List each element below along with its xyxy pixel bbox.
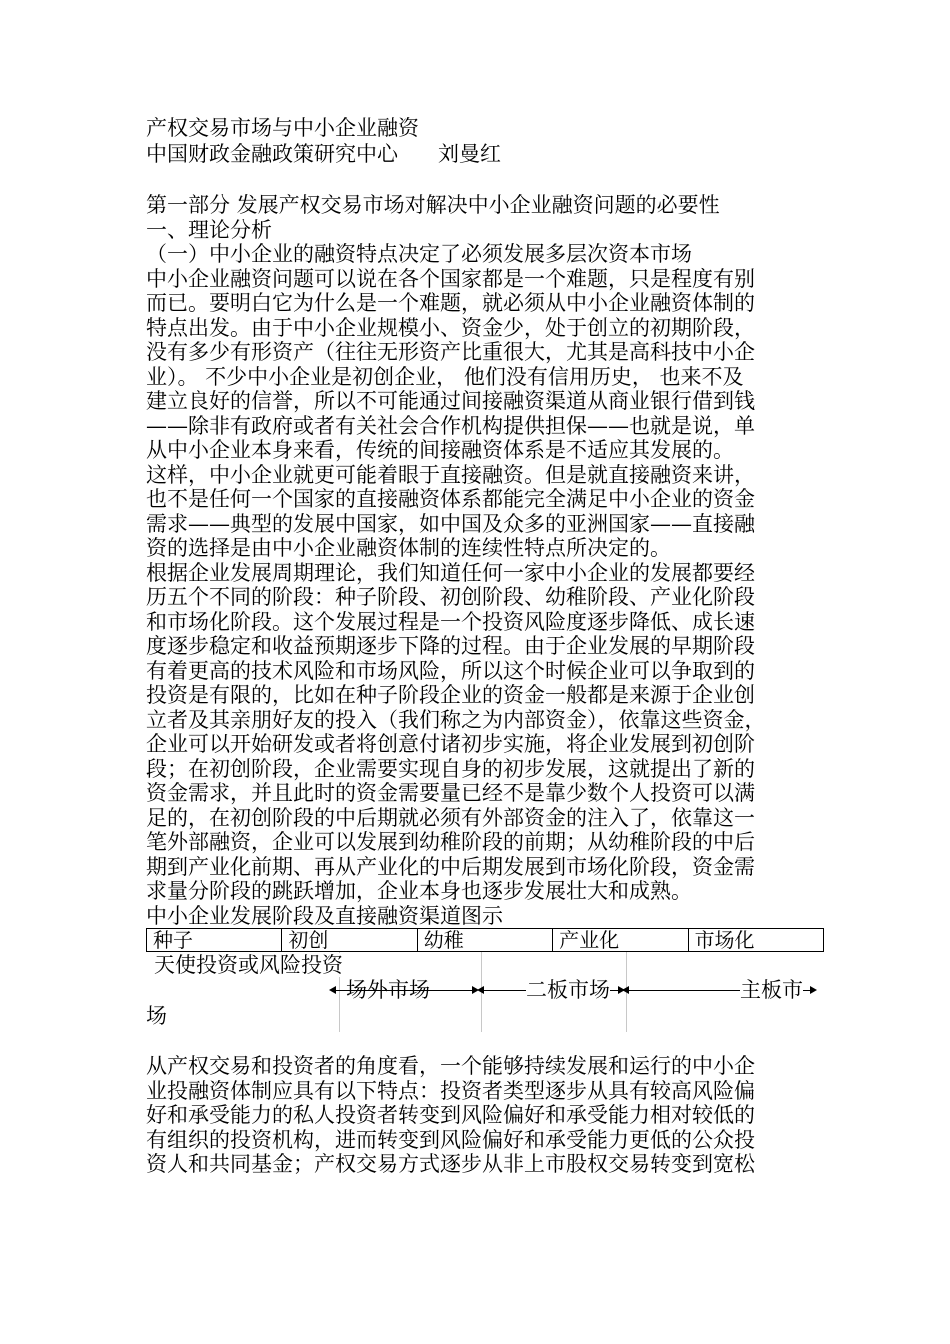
text-line: 而已。要明白它为什么是一个难题，就必须从中小企业融资体制的 (146, 291, 755, 315)
text-line: 笔外部融资，企业可以发展到幼稚阶段的前期；从幼稚阶段的中后 (146, 830, 755, 854)
stage-table (146, 928, 824, 952)
text-line: 这样，中小企业就更可能着眼于直接融资。但是就直接融资来讲， (146, 462, 755, 487)
text-line: 历五个不同的阶段：种子阶段、初创阶段、幼稚阶段、产业化阶段 (146, 585, 755, 609)
text-line: 资金需求，并且此时的资金需要量已经不是靠少数个人投资可以满 (146, 781, 755, 805)
text-line: 建立良好的信誉，所以不可能通过间接融资渠道从商业银行借到钱 (146, 389, 755, 413)
arrow-right-icon (810, 986, 817, 994)
text-line: 资人和共同基金；产权交易方式逐步从非上市股权交易转变到宽松 (146, 1152, 755, 1176)
stage-cell-industrialization: 产业化 (553, 929, 688, 952)
text-line: 度逐步稳定和收益预期逐步下降的过程。由于企业发展的早期阶段 (146, 634, 755, 658)
main-board-label-wrap: 场 (146, 1004, 167, 1028)
document-page (146, 115, 826, 1177)
document-title: 产权交易市场与中小企业融资 (146, 116, 419, 140)
figure-caption: 中小企业发展阶段及直接融资渠道图示 (146, 903, 503, 928)
angel-vc-label: 天使投资或风险投资 (154, 953, 343, 977)
text-line: 也不是任何一个国家的直接融资体系都能完全满足中小企业的资金 (146, 487, 755, 511)
paragraph-4 (146, 1054, 826, 1177)
text-line: 特点出发。由于中小企业规模小、资金少，处于创立的初期阶段， (146, 315, 755, 340)
title-block (146, 115, 826, 167)
text-line: 有着更高的技术风险和市场风险，所以这个时候企业可以争取到的 (146, 658, 755, 683)
text-line: 业投融资体制应具有以下特点：投资者类型逐步从具有较高风险偏 (146, 1078, 755, 1103)
text-line: 需求——典型的发展中国家，如中国及众多的亚洲国家——直接融 (146, 511, 755, 536)
part-heading: 第一部分 发展产权交易市场对解决中小企业融资问题的必要性 (146, 193, 720, 217)
affiliation: 中国财政金融政策研究中心 (146, 142, 398, 166)
arrow-left-icon (477, 986, 484, 994)
author-name: 刘曼红 (438, 142, 501, 166)
author-line (146, 141, 826, 167)
stage-cell-marketization: 市场化 (688, 929, 823, 952)
sub-heading: 一、理论分析 (146, 217, 272, 242)
sub-sub-heading: （一）中小企业的融资特点决定了必须发展多层次资本市场 (146, 242, 692, 266)
spacer (146, 1032, 826, 1054)
text-line: 从产权交易和投资者的角度看，一个能够持续发展和运行的中小企 (146, 1054, 755, 1078)
text-line: 求量分阶段的跳跃增加，企业本身也逐步发展壮大和成熟。 (146, 879, 692, 903)
text-line: 企业可以开始研发或者将创意付诸初步实施，将企业发展到初创阶 (146, 732, 755, 756)
financing-channel-diagram (146, 952, 826, 1032)
text-line: 没有多少有形资产（往往无形资产比重很大，尤其是高科技中小企 (146, 340, 755, 364)
otc-label: 场外市场 (346, 978, 430, 1002)
text-line: 足的，在初创阶段的中后期就必须有外部资金的注入了，依靠这一 (146, 805, 755, 830)
paragraph-1 (146, 267, 826, 463)
text-line: 有组织的投资机构，进而转变到风险偏好和承受能力更低的公众投 (146, 1127, 755, 1152)
text-line: 根据企业发展周期理论，我们知道任何一家中小企业的发展都要经 (146, 560, 755, 585)
text-line: ——除非有政府或者有关社会合作机构提供担保——也就是说，单 (146, 413, 755, 438)
arrow-left-icon (622, 986, 629, 994)
second-board-label: 二板市场 (526, 978, 610, 1002)
paragraph-3 (146, 561, 826, 904)
stage-cell-infant: 幼稚 (417, 929, 552, 952)
paragraph-2 (146, 463, 826, 561)
text-line: 立者及其亲朋好友的投入（我们称之为内部资金），依靠这些资金， (146, 707, 766, 732)
stage-cell-startup: 初创 (282, 929, 417, 952)
text-line: 期到产业化前期、再从产业化的中后期发展到市场化阶段，资金需 (146, 854, 755, 879)
main-board-label: 主板市 (740, 978, 803, 1002)
text-line: 业）。 不少中小企业是初创企业， 他们没有信用历史， 也来不及 (146, 364, 744, 389)
table-row (147, 929, 824, 952)
text-line: 投资是有限的，比如在种子阶段企业的资金一般都是来源于企业创 (146, 683, 755, 707)
arrow-left-icon (329, 986, 336, 994)
text-line: 和市场化阶段。这个发展过程是一个投资风险度逐步降低、成长速 (146, 609, 755, 634)
text-line: 中小企业融资问题可以说在各个国家都是一个难题，只是程度有别 (146, 266, 755, 291)
text-line: 从中小企业本身来看，传统的间接融资体系是不适应其发展的。 (146, 438, 734, 462)
text-line: 资的选择是由中小企业融资体制的连续性特点所决定的。 (146, 536, 671, 560)
spacer (146, 167, 826, 193)
text-line: 好和承受能力的私人投资者转变到风险偏好和承受能力相对较低的 (146, 1103, 755, 1127)
stage-cell-seed: 种子 (147, 929, 282, 952)
text-line: 段；在初创阶段，企业需要实现自身的初步发展，这就提出了新的 (146, 756, 755, 781)
